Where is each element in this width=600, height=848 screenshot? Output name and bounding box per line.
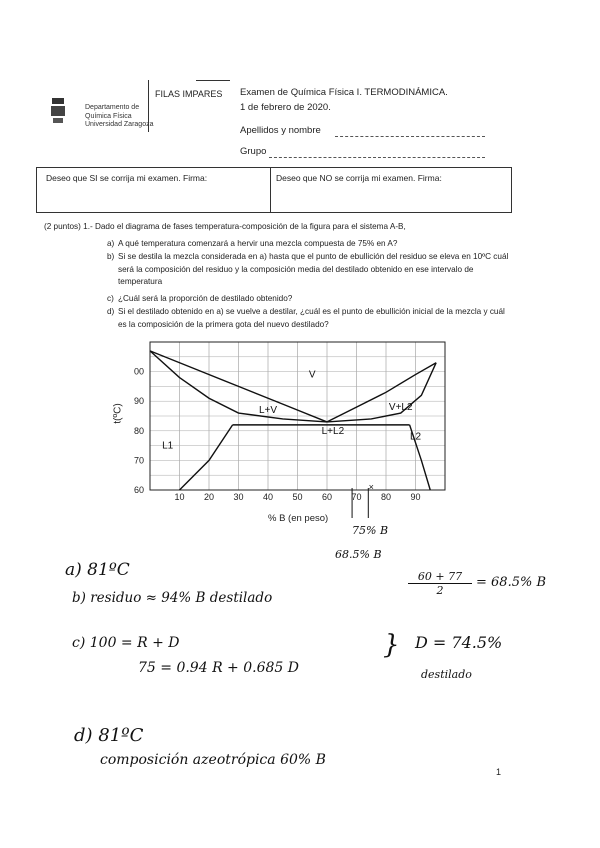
annotation-marker: × <box>368 482 374 492</box>
question-item-b <box>107 251 513 289</box>
group-line <box>269 157 485 158</box>
dept-line-2: Química Física <box>85 112 132 120</box>
dept-line-3: Universidad Zaragoza <box>85 121 154 128</box>
x-tick-label: 20 <box>203 492 215 502</box>
answer-c-eq2: 75 = 0.94 R + 0.685 D <box>138 660 299 676</box>
page-number: 1 <box>496 767 502 777</box>
region-label: V+L2 <box>388 402 413 414</box>
item-label: c) <box>107 294 114 303</box>
item-text: Si se destila la mezcla considerada en a) hasta que el punto de ebullición del residuo se eleva en 10ºC cuál será la composición del residuo y la composición media del destilado obtenido en ese intervalo de temperatura <box>118 252 509 287</box>
y-tick-label: 90 <box>133 396 144 407</box>
answer-b-fraction <box>408 570 472 597</box>
answer-a: a) 81ºC <box>65 560 130 580</box>
y-axis-label: t(ºC) <box>112 403 124 424</box>
answer-d-line2: composición azeotrópica 60% B <box>100 752 326 768</box>
group-field-label: Grupo <box>240 146 267 157</box>
phase-curve <box>180 425 233 490</box>
dept-line-1: Departamento de <box>85 104 140 111</box>
question-item-c <box>107 293 513 306</box>
correct-no-label: Deseo que NO se corrija mi examen. Firma: <box>276 173 442 183</box>
question-intro: (2 puntos) 1.- Dado el diagrama de fases temperatura-composición de la figura para el sistema A-B, <box>44 222 406 231</box>
department-block <box>85 104 153 130</box>
answer-d-line1: d) 81ºC <box>74 725 144 746</box>
y-tick-label: 00 <box>133 366 144 377</box>
region-label: L2 <box>409 431 422 443</box>
university-logo <box>50 96 66 126</box>
question-item-d <box>107 306 513 331</box>
item-label: a) <box>107 239 115 248</box>
fraction-numerator: 60 + 77 <box>408 570 472 584</box>
answer-c-result: D = 74.5% <box>415 633 503 652</box>
name-label: Apellidos y nombre <box>240 125 321 136</box>
phase-diagram <box>100 330 460 530</box>
x-tick-label: 50 <box>292 492 303 502</box>
y-tick-label: 80 <box>133 425 144 436</box>
answer-c-eq1: c) 100 = R + D <box>72 635 180 651</box>
y-tick-label: 70 <box>133 455 144 466</box>
brace: } <box>383 630 400 660</box>
x-tick-label: 70 <box>351 492 362 502</box>
name-line <box>335 136 485 137</box>
x-tick-label: 30 <box>233 492 244 502</box>
x-axis-label: % B (en peso) <box>268 513 329 524</box>
correct-yes-label: Deseo que SI se corrija mi examen. Firma: <box>46 173 208 183</box>
name-field <box>240 125 485 137</box>
x-tick-label: 60 <box>321 492 333 502</box>
group-field <box>240 146 485 158</box>
region-label: L1 <box>162 440 174 452</box>
item-label: b) <box>107 252 115 261</box>
exam-date: 1 de febrero de 2020. <box>240 102 331 113</box>
answer-c-note: destilado <box>421 668 472 681</box>
item-text: A qué temperatura comenzará a hervir una mezcla compuesta de 75% en A? <box>118 239 398 248</box>
group-label: FILAS IMPARES <box>155 89 223 99</box>
region-label: V <box>308 369 316 381</box>
question-item-a <box>107 238 513 251</box>
annotation-685: 68.5% B <box>335 548 382 561</box>
item-text: Si el destilado obtenido en a) se vuelve a destilar, ¿cuál es el punto de ebullición inicial de la mezcla y cuál es la composición de la primera gota del nuevo destilado? <box>118 307 505 329</box>
y-tick-label: 60 <box>133 485 144 495</box>
region-label: L+V <box>258 405 278 417</box>
group-overline <box>196 80 230 81</box>
x-tick-label: 10 <box>174 492 185 502</box>
region-label: L+L2 <box>321 425 345 437</box>
annotation-75: 75% B <box>352 524 389 537</box>
answer-b: b) residuo ≈ 94% B destilado <box>72 590 273 606</box>
item-text: ¿Cuál será la proporción de destilado obtenido? <box>118 294 293 303</box>
correction-divider <box>270 167 271 213</box>
header-divider <box>148 80 149 132</box>
answer-b-result: = 68.5% B <box>476 575 547 590</box>
x-tick-label: 90 <box>410 492 421 502</box>
x-tick-label: 80 <box>380 492 392 502</box>
exam-title: Examen de Química Física I. TERMODINÁMICA. <box>240 87 448 98</box>
x-tick-label: 40 <box>262 492 274 502</box>
fraction-denominator: 2 <box>436 584 444 597</box>
item-label: d) <box>107 307 115 316</box>
